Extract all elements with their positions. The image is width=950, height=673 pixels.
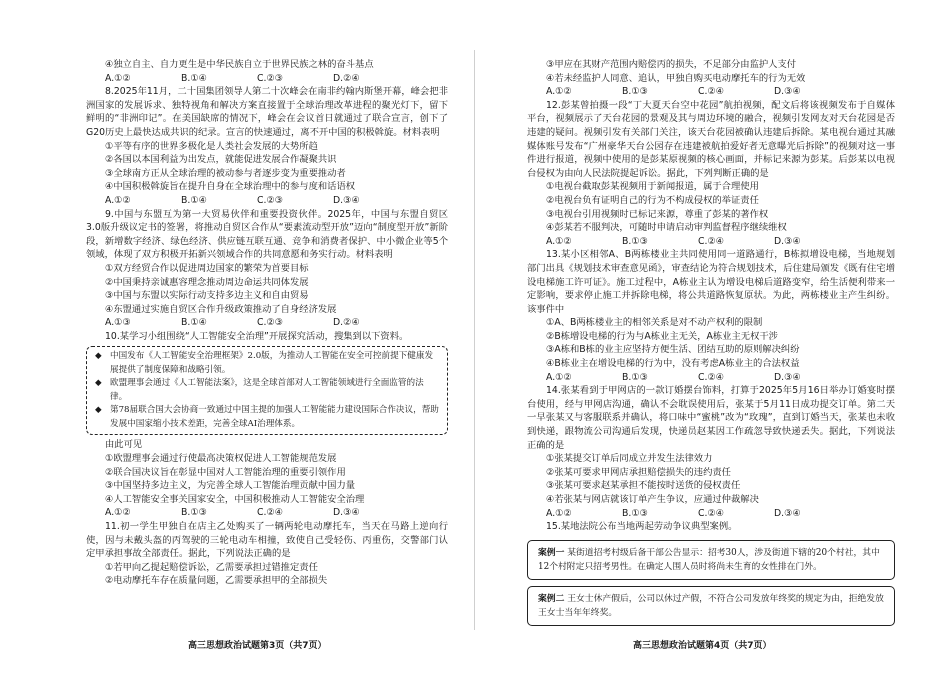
choice-c: C.②④ — [698, 371, 725, 383]
choice-d: D.②④ — [333, 72, 360, 84]
q10-option-1: ①欧盟理事会通过行使最高决策权促进人工智能规范发展 — [105, 453, 337, 465]
left-page — [86, 58, 448, 588]
q10-lead: 由此可见 — [105, 439, 143, 451]
choice-a: A.①② — [105, 194, 131, 206]
q14-stem: 14.张某看到于甲网店的一款订婚摆台饰料，打算于2025年5月16日举办订婚宴时摆台使用，经与甲网店沟通，确认不会耽误使用后，张某于5月11日成功提交订单。第二天一早张某又与客服联系并确认，将口味中“蜜桃”改为“玫瑰”，直到订婚当天，张某也未收到快递，跟物流公司沟通后发现，快递员赵某因工作疏忽导致快递丢失。据此，下列说法正确的是 — [527, 385, 895, 451]
choice-b: B.①④ — [181, 72, 208, 84]
choice-a: A.①② — [546, 371, 572, 383]
right-page-footer: 高三思想政治试题第4页（共7页） — [633, 641, 772, 651]
q10-option-4: ④人工智能安全事关国家安全，中国积极推动人工智能安全治理 — [105, 493, 365, 505]
q14-option-1: ①张某提交订单后同成立并发生法律效力 — [546, 453, 713, 465]
right-page — [527, 58, 895, 626]
choice-c: C.②③ — [257, 194, 284, 206]
q12-option-1: ①电视台截取彭某视频用于新闻报道，属于合理使用 — [546, 181, 759, 193]
choice-c: C.②④ — [257, 507, 284, 519]
q8-option-4: ④中国积极斡旋旨在提升自身在全球治理中的参与度和话语权 — [105, 181, 356, 193]
q14-option-3: ③张某可要求赵某承担不能按时送货的侵权责任 — [546, 480, 741, 492]
q11-option-4: ④若未经监护人同意、追认，甲独自购买电动摩托车的行为无效 — [546, 72, 806, 84]
q8-choices — [86, 194, 448, 208]
q9-option-2: ②中国秉持亲诚惠容理念推动周边命运共同体发展 — [105, 276, 309, 288]
q12-option-3: ③电视台引用视频时已标记来源，尊重了彭某的著作权 — [546, 208, 769, 220]
q9-option-3: ③中国与东盟以实际行动支持多边主义和自由贸易 — [105, 290, 309, 302]
q13-choices — [527, 371, 895, 385]
choice-a: A.①② — [105, 507, 131, 519]
q9-stem: 9.中国与东盟互为第一大贸易伙伴和重要投资伙伴。2025年，中国与东盟自贸区3.0版升级议定书的签署，将推动自贸区合作从“要素流动型开放”迈向“制度型开放”新阶段，新增数字经济、绿色经济、供应链互联互通、竞争和消费者保护、中小微企业等5个领域，体现了双方积极开拓新兴领域合作的共同意愿和务实行动。材料表明 — [86, 208, 448, 261]
q9-option-1: ①双方经贸合作以促进周边国家的繁荣为首要目标 — [105, 262, 309, 274]
choice-a: A.①② — [546, 235, 572, 247]
q15-stem: 15.某地法院公布当地两起劳动争议典型案例。 — [546, 521, 738, 533]
case-one-box — [527, 540, 895, 580]
q11-option-3: ③甲应在其财产范围内赔偿丙的损失，不足部分由监护人支付 — [546, 59, 797, 70]
q12-choices — [527, 235, 895, 249]
choice-d: D.③④ — [774, 371, 801, 383]
q14-option-4: ④若张某与网店就该订单产生争议，应通过仲裁解决 — [546, 494, 759, 505]
choice-b: B.①③ — [622, 86, 649, 98]
choice-d: D.③④ — [774, 235, 801, 247]
q11-option-1: ①若甲向乙提起赔偿诉讼，乙需要承担过错推定责任 — [105, 561, 318, 573]
material-item — [95, 350, 439, 377]
choice-b: B.①④ — [181, 194, 208, 206]
q10-option-2: ②联合国决议旨在彰显中国对人工智能治理的重要引领作用 — [105, 466, 346, 478]
q8-option-3: ③全球南方正从全球治理的被动参与者逐步变为重要推动者 — [105, 167, 346, 179]
choice-d: D.③④ — [774, 507, 801, 519]
diamond-bullet-icon: ◆ — [95, 351, 102, 362]
q9-option-4: ④东盟通过实施自贸区合作升级政策推动了自身经济发展 — [105, 303, 337, 315]
choice-d: D.②④ — [333, 317, 360, 329]
q12-option-4: ④彭某若不服判决，可随时申请启动审判监督程序继续维权 — [546, 222, 787, 234]
material-text: 欧盟理事会通过《人工智能法案》，这是全球首部对人工智能领域进行全面监管的法律。 — [110, 378, 424, 402]
choice-d: D.③④ — [333, 194, 360, 206]
choice-d: D.③④ — [333, 507, 360, 519]
choice-c: C.②④ — [698, 86, 725, 98]
q13-stem: 13.某小区相邻A、B两栋楼业主共同使用同一道路通行，B栋拟增设电梯，当地规划部门出具《规划技术审查意见函》，审查结论为符合规划技术，后住建局颁发《既有住宅增设电梯施工许可证》。施工过程中，A栋业主认为增设电梯后道路变窄，给生活便利带来一定影响，要求停止施工并拆除电梯，将公共道路恢复原状。为此，两栋楼业主产生纠纷。该事件中 — [527, 249, 895, 315]
q7-option-4: ④独立自主、自力更生是中华民族自立于世界民族之林的奋斗基点 — [105, 59, 374, 70]
choice-c: C.②④ — [698, 235, 725, 247]
q11-choices — [527, 85, 895, 99]
material-item — [95, 377, 439, 404]
case-two-label: 案例二 — [538, 593, 565, 604]
choice-b: B.①③ — [181, 507, 208, 519]
case-one-label: 案例一 — [538, 547, 565, 558]
q13-option-4: ④B栋业主在增设电梯的行为中，没有考虑A栋业主的合法权益 — [546, 358, 800, 370]
page-divider — [474, 50, 475, 630]
q9-choices — [86, 316, 448, 330]
choice-a: A.①③ — [105, 317, 131, 329]
q10-choices — [86, 506, 448, 520]
choice-a: A.①② — [105, 72, 131, 84]
q13-option-1: ①A、B两栋楼业主的相邻关系是对不动产权利的限制 — [546, 317, 763, 329]
q10-stem: 10.某学习小组围绕“人工智能安全治理”开展探究活动，搜集到以下资料。 — [105, 330, 409, 342]
q7-choices — [86, 72, 448, 86]
q8-option-2: ②各国以本国利益为出发点，就能促进发展合作凝聚共识 — [105, 154, 337, 166]
q10-option-3: ③中国坚持多边主义，为完善全球人工智能治理贡献中国力量 — [105, 480, 356, 492]
choice-b: B.①④ — [181, 317, 208, 329]
q12-option-2: ②电视台负有证明自己的行为不构成侵权的举证责任 — [546, 194, 759, 206]
q14-choices — [527, 507, 895, 521]
case-one-text: 某街道招考村级后备干部公告显示：招考30人，涉及街道下辖的20个村社，其中12个村附定只招考男性。在确定人围人员时将尚未生育的女性排在门外。 — [538, 547, 880, 572]
choice-c: C.②③ — [257, 317, 284, 329]
choice-a: A.①② — [546, 507, 572, 519]
choice-b: B.①③ — [622, 507, 649, 519]
material-item — [95, 404, 439, 431]
case-two-text: 王女士休产假后，公司以休过产假，不符合公司发放年终奖的规定为由，拒绝发放王女士当年年终奖。 — [538, 593, 884, 618]
q14-option-2: ②张某可要求甲网店承担赔偿损失的违约责任 — [546, 466, 731, 478]
choice-c: C.②④ — [698, 507, 725, 519]
q8-option-1: ①平等有序的世界多极化是人类社会发展的大势所趋 — [105, 140, 318, 152]
q13-option-3: ③A栋和B栋的业主应坚持方便生活、团结互助的原则解决纠纷 — [546, 344, 800, 356]
choice-d: D.③④ — [774, 86, 801, 98]
choice-b: B.①③ — [622, 235, 649, 247]
diamond-bullet-icon: ◆ — [95, 378, 102, 389]
material-text: 中国发布《人工智能安全治理框架》2.0版，为推动人工智能在安全可控前提下健康发展提供了制度保障和战略引领。 — [110, 351, 434, 375]
case-two-box — [527, 586, 895, 626]
q11-stem: 11.初一学生甲独自在店主乙处购买了一辆两轮电动摩托车，当天在马路上逆向行使，因与未戴头盔的丙驾驶的三轮电动车相撞，致使自己受轻伤、丙重伤，交警部门认定甲承担事故全部责任。据此，下列说法正确的是 — [86, 521, 448, 560]
left-page-footer: 高三思想政治试题第3页（共7页） — [188, 641, 327, 651]
choice-c: C.②③ — [257, 72, 284, 84]
q13-option-2: ②B栋增设电梯的行为与A栋业主无关，A栋业主无权干涉 — [546, 330, 778, 342]
q8-stem: 8.2025年11月，二十国集团领导人第二十次峰会在南非约翰内斯堡开幕，峰会把非洲国家的发展诉求、独特视角和解决方案直接置于全球治理改革进程的聚光灯下，留下鲜明的“非洲印记”。在美国缺席的情况下，峰会在会议首日就通过了联合宣言，创下了G20历史上最快达成共识的纪录。宣言的快速通过，离不开中国的积极斡旋。材料表明 — [86, 86, 448, 138]
q10-material-box — [86, 346, 448, 435]
q12-stem: 12.彭某曾拍摄一段“丁大夏天台空中花园”航拍视频，配文后将该视频发布于自媒体平台，视频展示了天台花园的景观及其与周边环境的融合，视频引发网友对天台花园是否违建的疑问。视频引发有关部门关注，该天台花园被确认违建后拆除。某电视台通过其融媒体账号发布“广州豪华天台公园存在违建被航拍爱好者无意曝光后拆除”的视频对这一事件进行报道，视频中使用的是彭某原视频的核心画面，并标记来源为彭某。后彭某以电视台侵权为由向人民法院提起诉讼。据此，下列判断正确的是 — [527, 99, 895, 179]
material-text: 第78届联合国大会协商一致通过中国主提的加强人工智能能力建设国际合作决议，帮助发展中国家缩小技术差距，完善全球AI治理体系。 — [110, 405, 439, 429]
diamond-bullet-icon: ◆ — [95, 405, 102, 416]
choice-b: B.①③ — [622, 371, 649, 383]
choice-a: A.①② — [546, 86, 572, 98]
q11-option-2: ②电动摩托车存在质量问题，乙需要承担甲的全部损失 — [105, 575, 328, 587]
